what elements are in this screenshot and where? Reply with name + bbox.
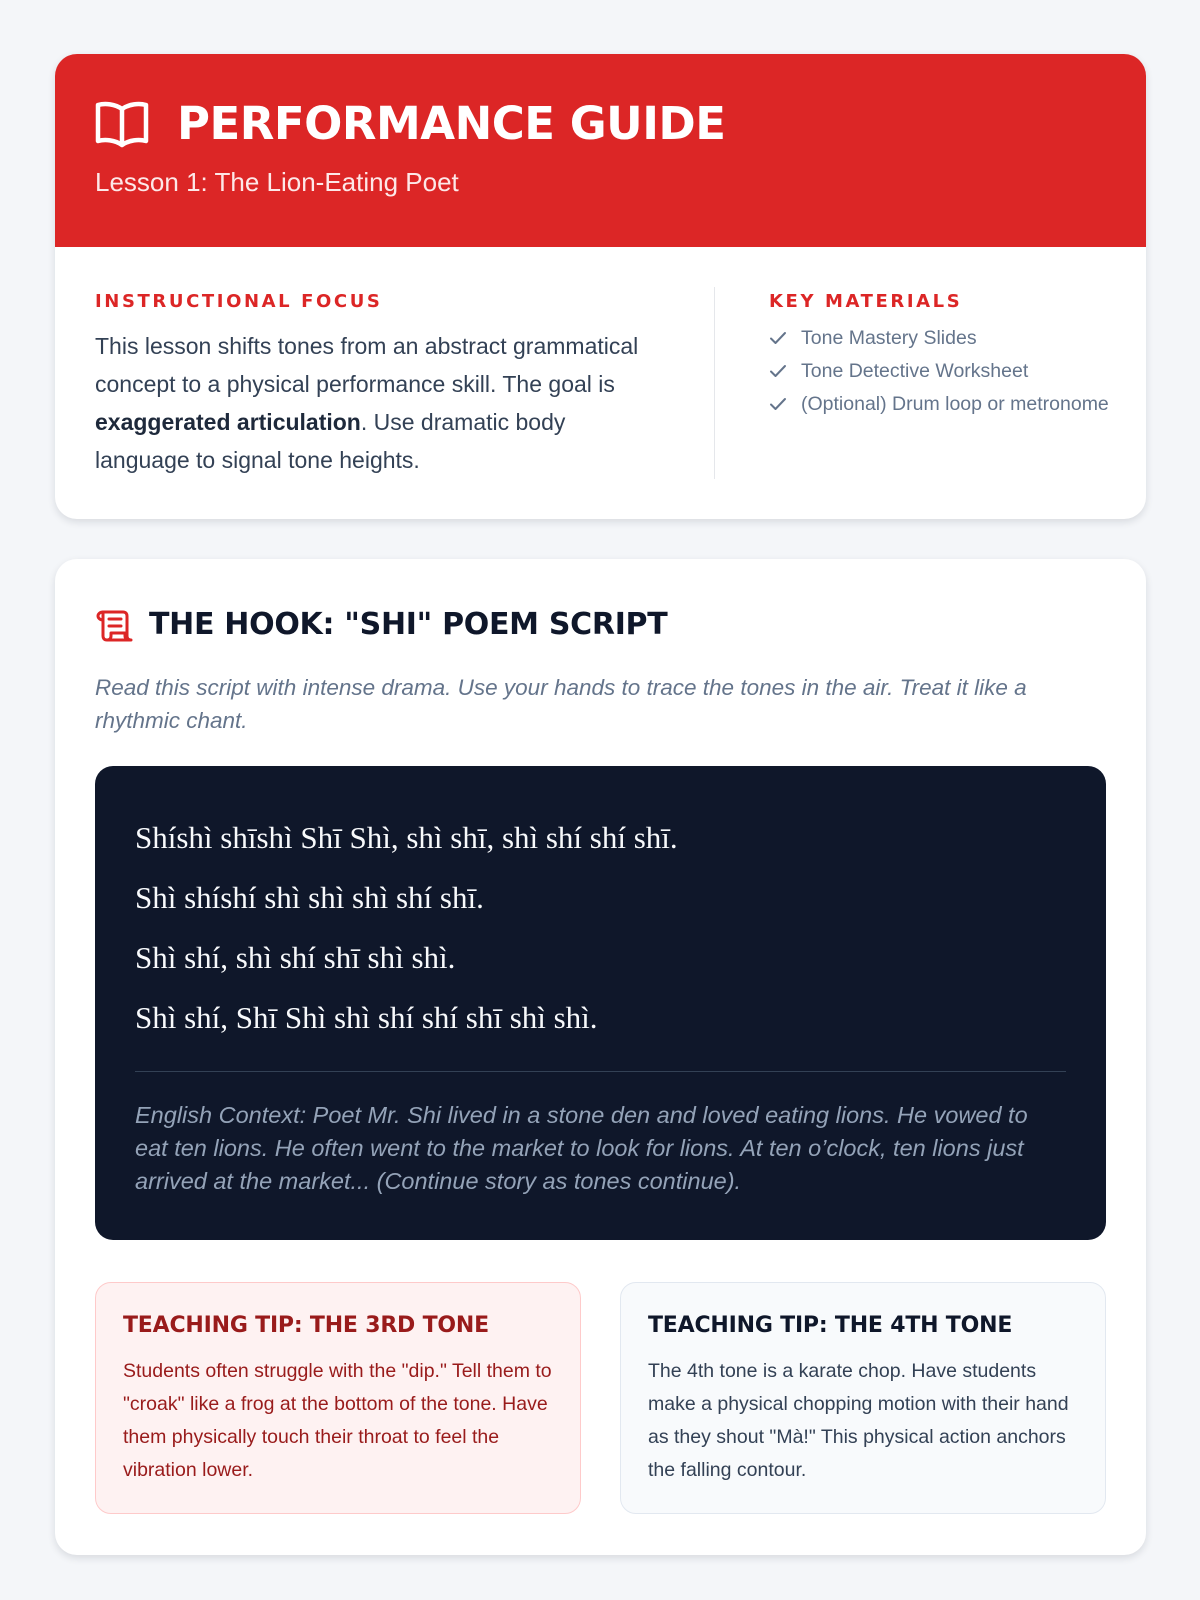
poem-script-box bbox=[95, 766, 1106, 1240]
material-name: (Optional) Drum loop or metronome bbox=[801, 393, 1109, 415]
hook-instructions: Read this script with intense drama. Use your hands to trace the tones in the air. Treat it like a rhythmic chant. bbox=[95, 675, 1027, 733]
key-materials-section bbox=[769, 291, 1109, 424]
poem-line: Shì shí, shì shí shī shì shì. bbox=[135, 940, 456, 975]
material-name: Tone Mastery Slides bbox=[801, 327, 977, 349]
poem-divider bbox=[135, 1071, 1066, 1072]
materials-list bbox=[769, 325, 1109, 417]
check-icon bbox=[769, 397, 787, 411]
material-name: Tone Detective Worksheet bbox=[801, 360, 1029, 382]
tip-text: The 4th tone is a karate chop. Have students make a physical chopping motion with their hand as they shout "Mà!" This physical action anchors the falling contour. bbox=[648, 1360, 1069, 1481]
hook-title-row bbox=[95, 605, 667, 645]
lesson-summary bbox=[55, 247, 1146, 519]
open-book-icon bbox=[95, 99, 149, 149]
lesson-header-card bbox=[55, 54, 1146, 519]
check-icon bbox=[769, 331, 787, 345]
teaching-tip-4th-tone bbox=[620, 1282, 1106, 1514]
instructional-focus-text bbox=[95, 327, 655, 479]
tip-title: TEACHING TIP: THE 3RD TONE bbox=[123, 1313, 489, 1338]
poem-line: Shíshì shīshì Shī Shì, shì shī, shì shí shí shī. bbox=[135, 820, 678, 855]
scroll-icon bbox=[95, 606, 133, 644]
teaching-tip-3rd-tone bbox=[95, 1282, 581, 1514]
hook-title: THE HOOK: "SHI" POEM SCRIPT bbox=[149, 607, 668, 642]
page-title: PERFORMANCE GUIDE bbox=[177, 97, 726, 150]
focus-text-end: . Use dramatic body language to signal tone heights. bbox=[95, 409, 566, 473]
hook-card bbox=[55, 559, 1146, 1555]
focus-text-emphasis: exaggerated articulation bbox=[95, 409, 361, 435]
instructional-focus-section bbox=[95, 291, 655, 479]
materials-list-item bbox=[769, 358, 1109, 384]
materials-list-item bbox=[769, 325, 1109, 351]
tip-title: TEACHING TIP: THE 4TH TONE bbox=[648, 1313, 1013, 1338]
tip-text: Students often struggle with the "dip." Tell them to "croak" like a frog at the bottom of the tone. Have them physically touch their throat to feel the vibration lower. bbox=[123, 1360, 552, 1481]
lesson-subtitle: Lesson 1: The Lion-Eating Poet bbox=[95, 167, 459, 197]
materials-list-item bbox=[769, 391, 1109, 417]
key-materials-label: KEY MATERIALS bbox=[769, 291, 963, 312]
english-context: English Context: Poet Mr. Shi lived in a stone den and loved eating lions. He vowed to eat ten lions. He often went to the market to look for lions. At ten o’clock, ten lions just arrived at the market... (Continue story as tones continue). bbox=[135, 1102, 1028, 1194]
check-icon bbox=[769, 364, 787, 378]
poem-line: Shì shí, Shī Shì shì shí shí shī shì shì. bbox=[135, 1000, 598, 1035]
section-divider bbox=[714, 287, 715, 479]
header-banner bbox=[55, 54, 1146, 247]
poem-line: Shì shíshí shì shì shì shí shī. bbox=[135, 880, 484, 915]
instructional-focus-label: INSTRUCTIONAL FOCUS bbox=[95, 291, 383, 312]
focus-text-start: This lesson shifts tones from an abstract grammatical concept to a physical performance skill. The goal is bbox=[95, 333, 639, 397]
header-title-row bbox=[95, 96, 1106, 152]
